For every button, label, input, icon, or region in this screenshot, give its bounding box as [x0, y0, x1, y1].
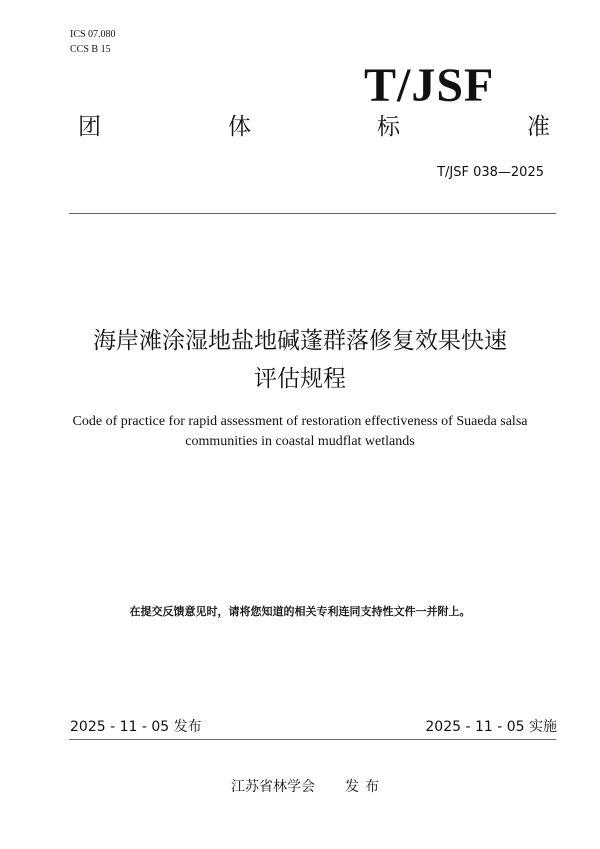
standard-logo: T/JSF [364, 59, 495, 112]
category-char: 准 [527, 114, 550, 140]
category-char: 团 [78, 114, 101, 140]
divider [69, 213, 556, 214]
title-cn-line1: 海岸滩涂湿地盐地碱蓬群落修复效果快速 [93, 328, 507, 354]
title-en [0, 412, 600, 452]
category-char: 标 [377, 114, 400, 140]
title-en-text: Code of practice for rapid assessment of restoration effectiveness of Suaeda salsa communities in coastal mudflat wetlands [72, 414, 528, 449]
issue-label: 发布 [345, 779, 385, 795]
implement-date: 2025 - 11 - 05 实施 [425, 719, 557, 735]
publish-date: 2025 - 11 - 05 发布 [70, 719, 202, 735]
issuing-organization: 江苏省林学会 [231, 779, 315, 795]
ccs-code: CCS B 15 [70, 44, 111, 55]
category-char: 体 [228, 114, 251, 140]
standard-number: T/JSF 038—2025 [437, 165, 544, 180]
divider [69, 739, 556, 740]
patent-notice: 在提交反馈意见时，请将您知道的相关专利连同支持性文件一并附上。 [129, 605, 471, 618]
ics-code: ICS 07.080 [70, 29, 116, 40]
title-cn-line2: 评估规程 [254, 366, 346, 392]
